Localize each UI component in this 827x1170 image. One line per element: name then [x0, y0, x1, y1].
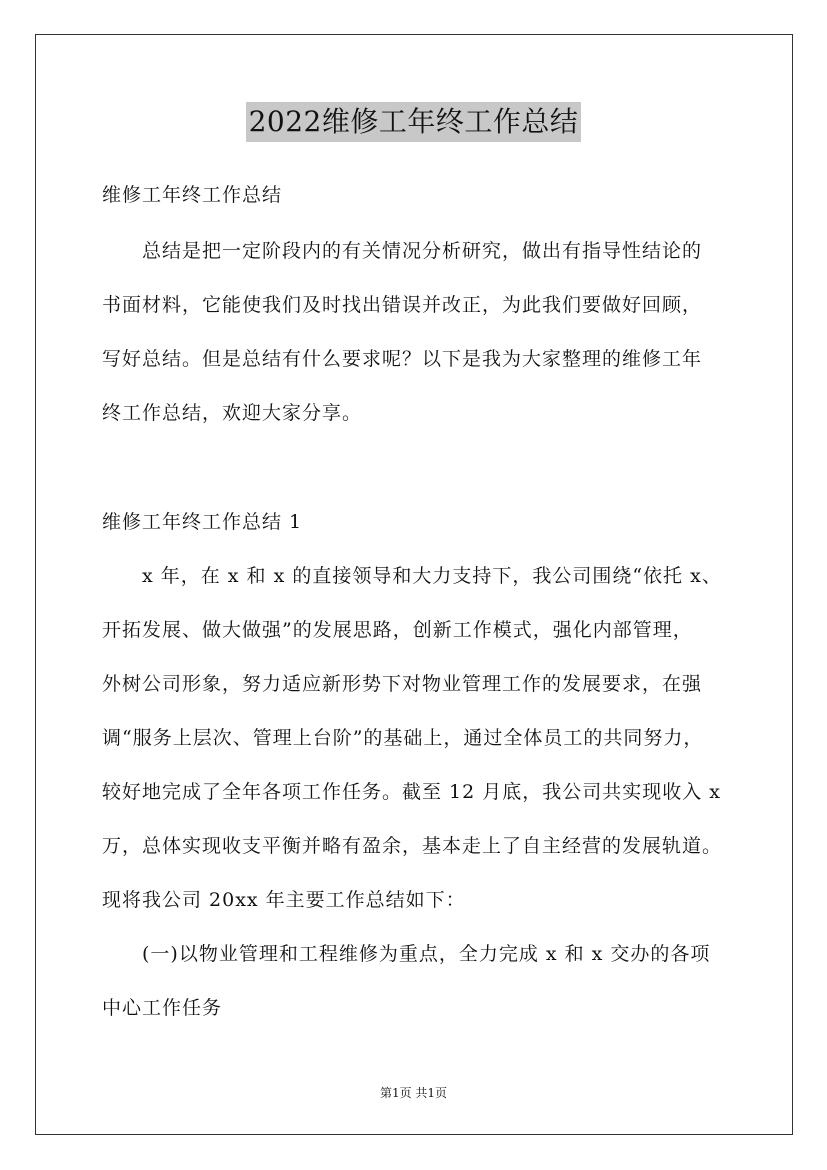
paragraph-line: 开拓发展、做大做强”的发展思路，创新工作模式，强化内部管理， — [102, 619, 693, 641]
title-container — [0, 102, 827, 142]
paragraph-line: (一)以物业管理和工程维修为重点，全力完成 x 和 x 交办的各项 — [142, 943, 711, 965]
paragraph-line: x 年，在 x 和 x 的直接领导和大力支持下，我公司围绕“依托 x、 — [142, 565, 722, 587]
paragraph-line: 外树公司形象，努力适应新形势下对物业管理工作的发展要求，在强 — [102, 673, 703, 695]
section-heading-1: 维修工年终工作总结 1 — [102, 511, 303, 533]
paragraph-line: 总结是把一定阶段内的有关情况分析研究，做出有指导性结论的 — [142, 240, 703, 262]
paragraph-line: 写好总结。但是总结有什么要求呢？以下是我为大家整理的维修工年 — [102, 348, 703, 370]
paragraph-line: 书面材料，它能使我们及时找出错误并改正，为此我们要做好回顾， — [102, 294, 703, 316]
paragraph-line: 中心工作任务 — [102, 997, 223, 1019]
page-footer: 第1页 共1页 — [379, 1086, 448, 1100]
paragraph-line: 万，总体实现收支平衡并略有盈余，基本走上了自主经营的发展轨道。 — [102, 835, 723, 857]
paragraph-line: 调“服务上层次、管理上台阶”的基础上，通过全体员工的共同努力， — [102, 727, 704, 749]
document-title: 2022维修工年终工作总结 — [246, 102, 582, 142]
paragraph-line: 终工作总结，欢迎大家分享。 — [102, 402, 363, 424]
paragraph-line: 较好地完成了全年各项工作任务。截至 12 月底，我公司共实现收入 x — [102, 781, 722, 803]
section-heading-intro: 维修工年终工作总结 — [102, 184, 283, 206]
paragraph-line: 现将我公司 20xx 年主要工作总结如下： — [102, 889, 466, 911]
